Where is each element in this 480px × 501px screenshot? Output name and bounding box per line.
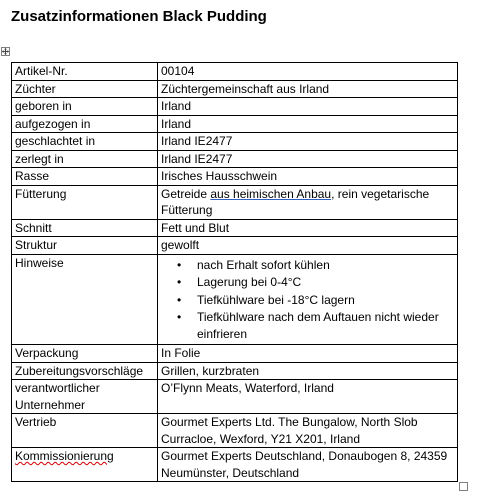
row-value-verpackung[interactable]: In Folie — [158, 345, 458, 363]
bullet-text: nach Erhalt sofort kühlen — [197, 257, 330, 272]
bullet-text: Lagerung bei 0-4°C — [197, 275, 302, 289]
list-item — [177, 274, 454, 291]
table-row — [12, 185, 458, 219]
list-item — [177, 257, 454, 274]
row-value-geboren-in[interactable]: Irland — [158, 98, 458, 116]
row-label-struktur[interactable]: Struktur — [12, 237, 158, 255]
table-row — [12, 414, 458, 448]
table-row — [12, 63, 458, 81]
row-value-rasse[interactable]: Irisches Hausschwein — [158, 168, 458, 186]
bullet-text: Tiefkühlware nach dem Auftauen nicht wieder einfrieren — [197, 310, 439, 341]
table-row — [12, 133, 458, 151]
row-value-geschlachtet-in[interactable]: Irland IE2477 — [158, 133, 458, 151]
row-label-hinweise[interactable]: Hinweise — [12, 254, 158, 345]
table-move-handle[interactable] — [1, 47, 10, 56]
bullet-icon: • — [177, 257, 182, 272]
list-item — [177, 292, 454, 309]
bullet-text: Tiefkühlware bei -18°C lagern — [197, 292, 355, 307]
row-label-geboren-in[interactable]: geboren in — [12, 98, 158, 116]
table-row — [12, 237, 458, 255]
document-title: Zusatzinformationen Black Pudding — [11, 8, 267, 25]
row-label-geschlachtet-in[interactable]: geschlachtet in — [12, 133, 158, 151]
fuetterung-text-end: , rein vegetarische Fütterung — [161, 186, 430, 217]
table-row — [12, 362, 458, 380]
row-label-fuetterung[interactable]: Fütterung — [12, 185, 158, 219]
row-value-fuetterung[interactable] — [158, 185, 458, 219]
table-row — [12, 380, 458, 414]
table-resize-handle[interactable] — [459, 482, 468, 491]
row-value-kommissionierung[interactable]: Gourmet Experts Deutschland, Donaubogen 8, 24359 Neumünster, Deutschland — [158, 448, 458, 482]
row-value-vertrieb[interactable]: Gourmet Experts Ltd. The Bungalow, North Slob Curracloe, Wexford, Y21 X201, Irland — [158, 414, 458, 448]
hinweise-bullet-list — [161, 255, 454, 345]
row-label-zuechter[interactable]: Züchter — [12, 80, 158, 98]
row-label-vertrieb[interactable]: Vertrieb — [12, 414, 158, 448]
row-value-zuechter[interactable]: Züchtergemeinschaft aus Irland — [158, 80, 458, 98]
spelling-flagged-text: Kommissionierung — [15, 449, 114, 463]
row-label-verpackung[interactable]: Verpackung — [12, 345, 158, 363]
row-label-schnitt[interactable]: Schnitt — [12, 219, 158, 237]
table-row — [12, 115, 458, 133]
row-value-struktur[interactable]: gewolft — [158, 237, 458, 255]
move-arrows-icon — [2, 48, 9, 55]
table-row — [12, 219, 458, 237]
row-label-rasse[interactable]: Rasse — [12, 168, 158, 186]
table-row — [12, 150, 458, 168]
table-row — [12, 448, 458, 482]
row-value-verantwortlicher-unternehmer[interactable]: O’Flynn Meats, Waterford, Irland — [158, 380, 458, 414]
bullet-icon: • — [177, 310, 182, 324]
info-table — [11, 62, 458, 482]
row-value-hinweise[interactable] — [158, 254, 458, 345]
list-item — [177, 309, 454, 342]
table-row — [12, 254, 458, 345]
bullet-icon: • — [177, 292, 182, 307]
bullet-icon: • — [177, 275, 182, 289]
row-value-schnitt[interactable]: Fett und Blut — [158, 219, 458, 237]
row-value-zerlegt-in[interactable]: Irland IE2477 — [158, 150, 458, 168]
row-label-artikel-nr[interactable]: Artikel-Nr. — [12, 63, 158, 81]
table-row — [12, 80, 458, 98]
grammar-flagged-text: aus heimischen Anbau — [210, 186, 332, 201]
table-row — [12, 98, 458, 116]
fuetterung-text-start: Getreide — [161, 186, 211, 201]
row-label-aufgezogen-in[interactable]: aufgezogen in — [12, 115, 158, 133]
row-label-verantwortlicher-unternehmer[interactable]: verantwortlicher Unternehmer — [12, 380, 158, 414]
row-label-zubereitungsvorschlaege[interactable]: Zubereitungsvorschläge — [12, 362, 158, 380]
row-label-zerlegt-in[interactable]: zerlegt in — [12, 150, 158, 168]
row-label-kommissionierung[interactable] — [12, 448, 158, 482]
row-value-zubereitungsvorschlaege[interactable]: Grillen, kurzbraten — [158, 362, 458, 380]
row-value-aufgezogen-in[interactable]: Irland — [158, 115, 458, 133]
table-row — [12, 168, 458, 186]
table-row — [12, 345, 458, 363]
row-value-artikel-nr[interactable]: 00104 — [158, 63, 458, 81]
